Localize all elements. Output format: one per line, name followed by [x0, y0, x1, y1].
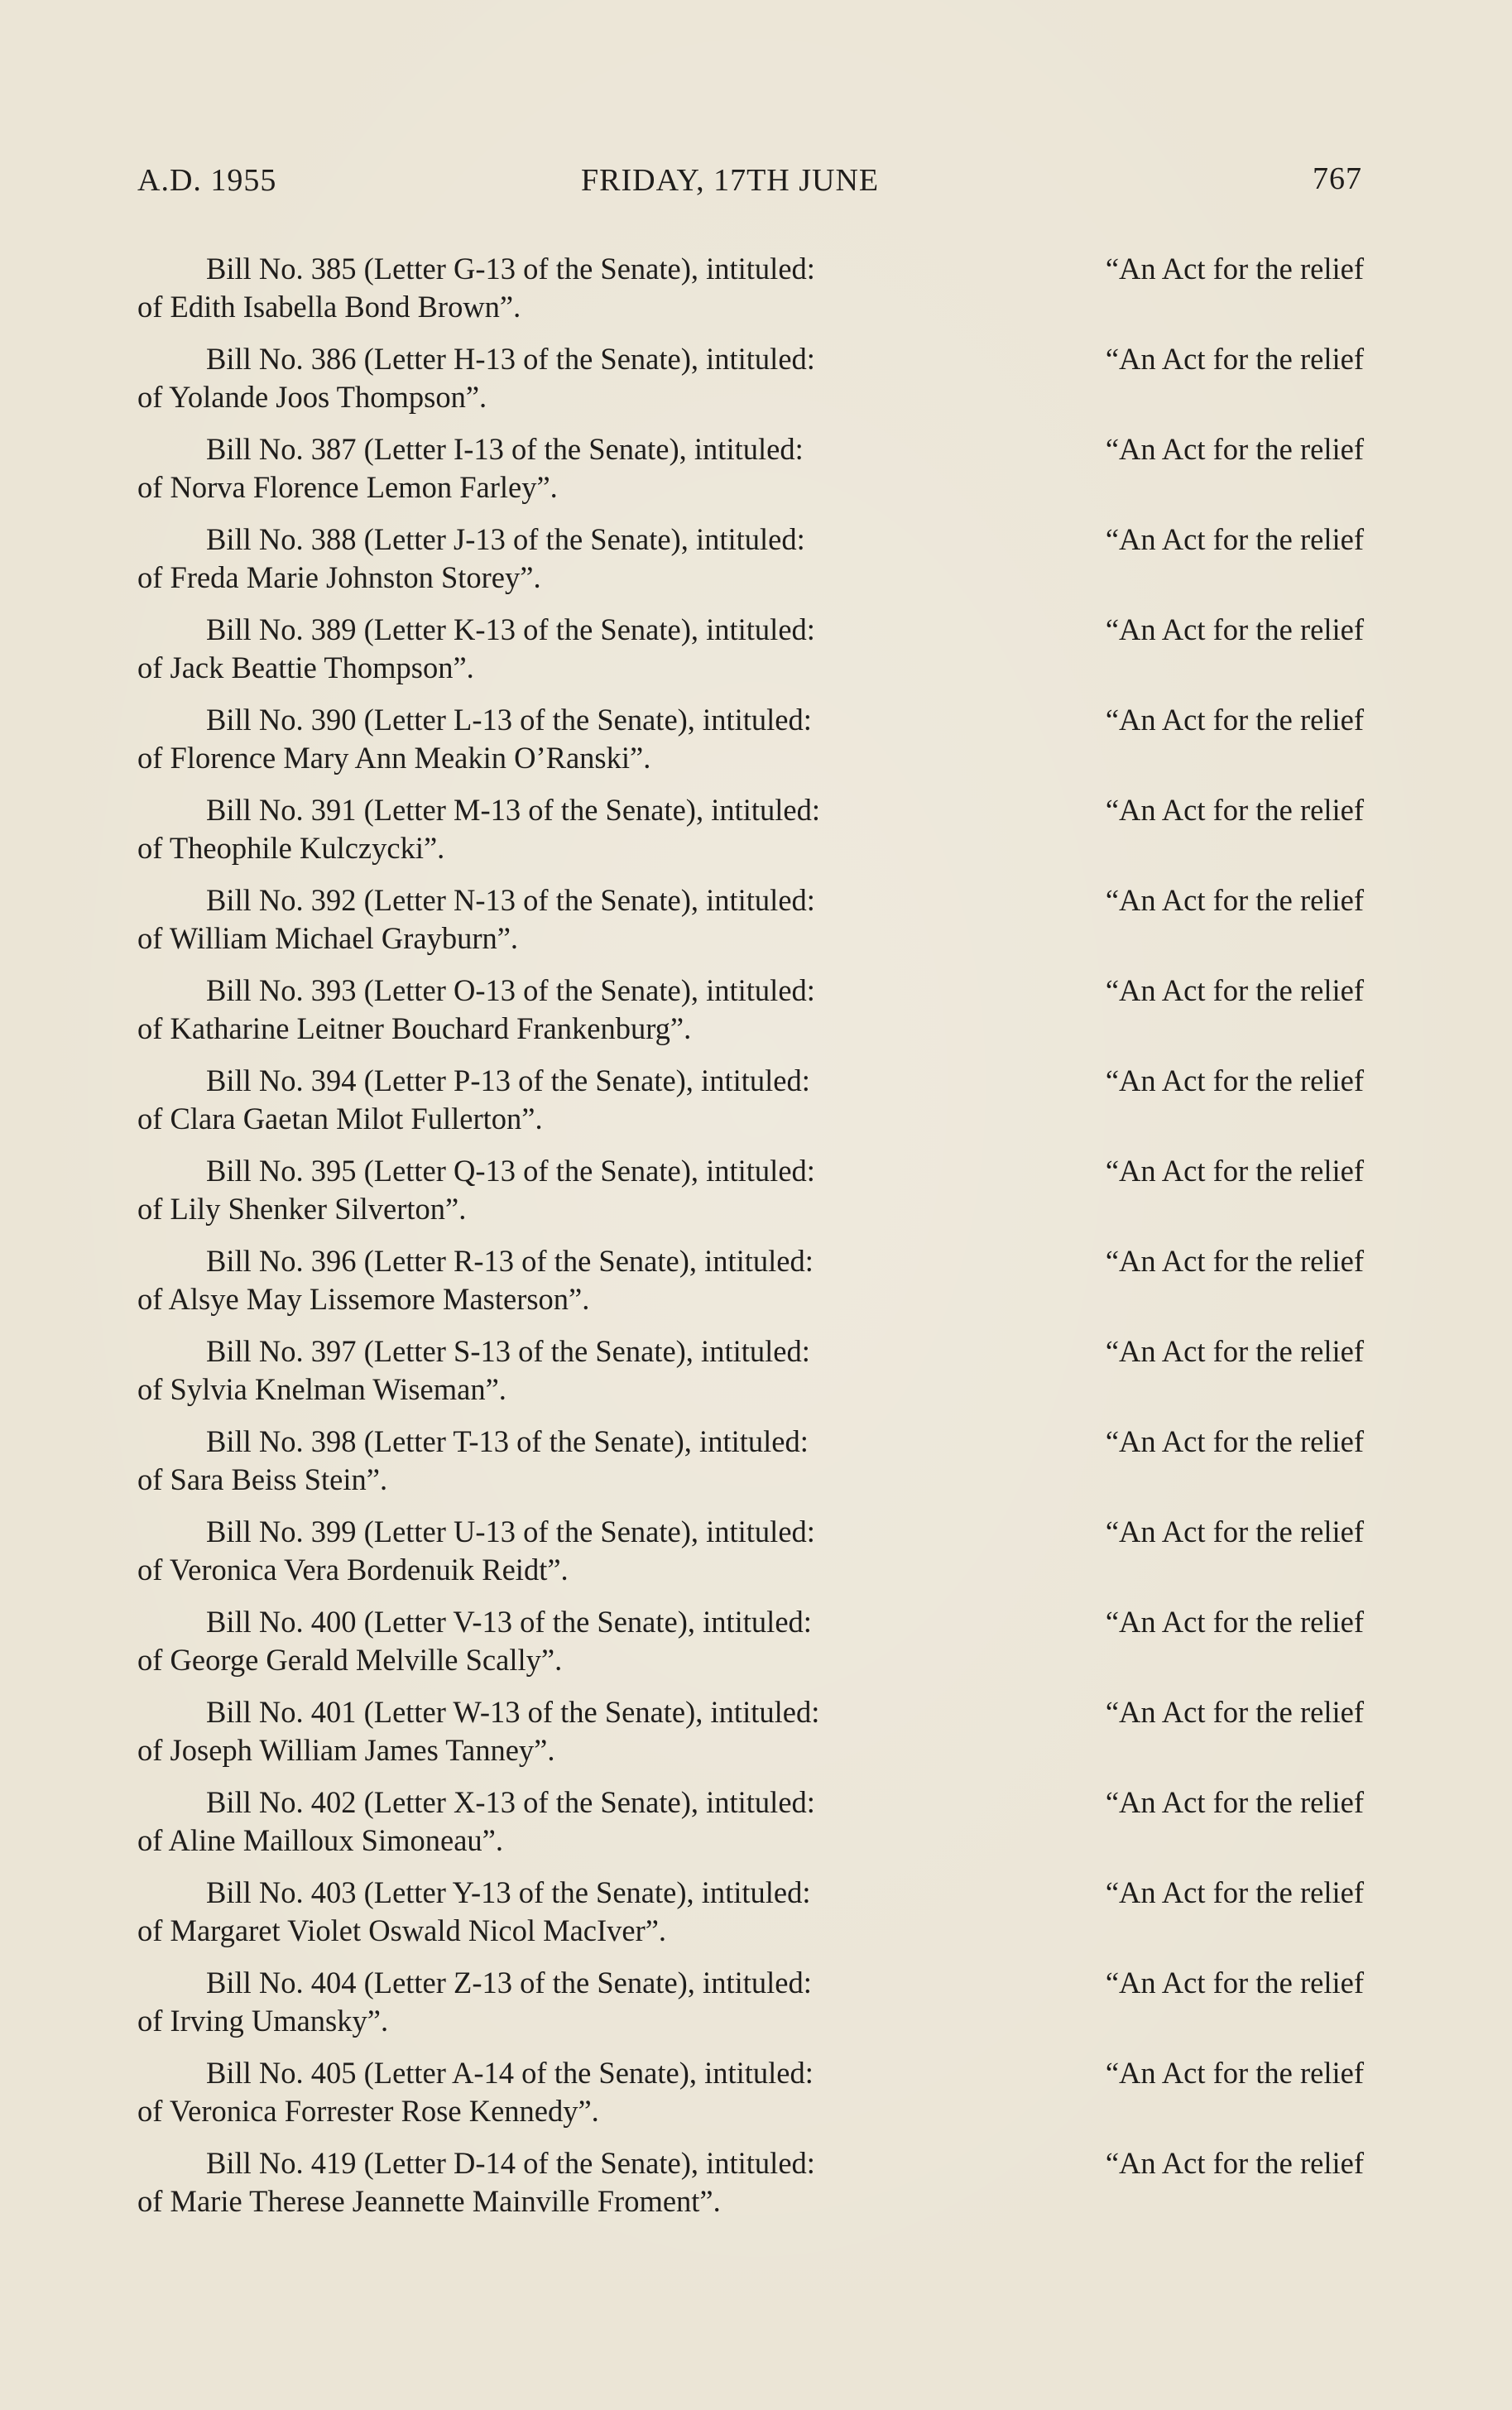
relief-beneficiary: of Theophile Kulczycki”.: [137, 831, 445, 865]
bill-title: Bill No. 390 (Letter L-13 of the Senate), intituled:: [206, 703, 812, 737]
bill-title: Bill No. 393 (Letter O-13 of the Senate), intituled:: [206, 973, 815, 1007]
bill-entry-first-line: [137, 2054, 1364, 2092]
header-day: FRIDAY, 17: [581, 163, 747, 198]
bill-entry: [137, 2144, 1364, 2235]
bill-entry: [137, 1332, 1364, 1423]
act-title: “An Act for the relief: [1105, 612, 1364, 646]
page-header: [137, 162, 1362, 209]
bill-title: Bill No. 394 (Letter P-13 of the Senate), intituled:: [206, 1063, 810, 1097]
bill-entry-first-line: [137, 1783, 1364, 1822]
relief-beneficiary: of Edith Isabella Bond Brown”.: [137, 290, 521, 324]
relief-beneficiary: of Jack Beattie Thompson”.: [137, 651, 474, 684]
bill-title: Bill No. 399 (Letter U-13 of the Senate), intituled:: [206, 1515, 815, 1548]
relief-beneficiary: of William Michael Grayburn”.: [137, 921, 519, 955]
act-title: “An Act for the relief: [1105, 522, 1364, 556]
bill-entry-first-line: [137, 1964, 1364, 2002]
bill-entry-first-line: [137, 972, 1364, 1010]
bill-title: Bill No. 401 (Letter W-13 of the Senate), intituled:: [206, 1695, 820, 1729]
bill-entry-first-line: [137, 701, 1364, 739]
bill-title: Bill No. 404 (Letter Z-13 of the Senate), intituled:: [206, 1966, 812, 2000]
bill-entry-first-line: [137, 1693, 1364, 1731]
bill-entry-first-line: [137, 430, 1364, 468]
act-title: “An Act for the relief: [1105, 1605, 1364, 1639]
relief-beneficiary: of Margaret Violet Oswald Nicol MacIver”.: [137, 1913, 667, 1947]
relief-beneficiary: of Veronica Vera Bordenuik Reidt”.: [137, 1553, 569, 1587]
bill-entry: [137, 791, 1364, 881]
bill-entry-first-line: [137, 1332, 1364, 1371]
bill-title: Bill No. 403 (Letter Y-13 of the Senate), intituled:: [206, 1875, 811, 1909]
bill-entry-first-line: [137, 1874, 1364, 1912]
bill-entry: [137, 2054, 1364, 2144]
act-title: “An Act for the relief: [1105, 973, 1364, 1007]
bill-entry-first-line: [137, 791, 1364, 829]
bill-entry: [137, 1062, 1364, 1152]
bill-entry: [137, 972, 1364, 1062]
bill-title: Bill No. 391 (Letter M-13 of the Senate), intituled:: [206, 793, 821, 827]
relief-beneficiary: of Norva Florence Lemon Farley”.: [137, 470, 558, 504]
relief-beneficiary: of Marie Therese Jeannette Mainville Froment”.: [137, 2184, 721, 2218]
bill-entry: [137, 1874, 1364, 1964]
act-title: “An Act for the relief: [1105, 883, 1364, 917]
bill-entry: [137, 701, 1364, 791]
bill-entry-first-line: [137, 340, 1364, 378]
act-title: “An Act for the relief: [1105, 1695, 1364, 1729]
bill-title: Bill No. 397 (Letter S-13 of the Senate), intituled:: [206, 1334, 810, 1368]
bill-entry-first-line: [137, 250, 1364, 288]
relief-beneficiary: of Joseph William James Tanney”.: [137, 1733, 555, 1767]
bill-entry: [137, 340, 1364, 430]
bill-entry-first-line: [137, 1513, 1364, 1551]
bill-title: Bill No. 388 (Letter J-13 of the Senate), intituled:: [206, 522, 805, 556]
header-day-suffix: TH: [746, 163, 790, 198]
page-number: 767: [1313, 161, 1362, 196]
bill-entry-first-line: [137, 521, 1364, 559]
bill-entry: [137, 250, 1364, 340]
act-title: “An Act for the relief: [1105, 2146, 1364, 2180]
relief-beneficiary: of Lily Shenker Silverton”.: [137, 1192, 467, 1226]
act-title: “An Act for the relief: [1105, 1966, 1364, 2000]
act-title: “An Act for the relief: [1105, 1154, 1364, 1188]
bill-title: Bill No. 405 (Letter A-14 of the Senate), intituled:: [206, 2056, 814, 2090]
act-title: “An Act for the relief: [1105, 1875, 1364, 1909]
bill-list: [137, 250, 1364, 2235]
bill-entry-first-line: [137, 1152, 1364, 1190]
bill-title: Bill No. 386 (Letter H-13 of the Senate), intituled:: [206, 342, 815, 376]
act-title: “An Act for the relief: [1105, 1424, 1364, 1458]
act-title: “An Act for the relief: [1105, 342, 1364, 376]
act-title: “An Act for the relief: [1105, 2056, 1364, 2090]
bill-entry: [137, 1242, 1364, 1332]
bill-title: Bill No. 419 (Letter D-14 of the Senate), intituled:: [206, 2146, 815, 2180]
bill-entry: [137, 1693, 1364, 1783]
bill-entry-first-line: [137, 611, 1364, 649]
bill-entry-first-line: [137, 2144, 1364, 2182]
header-year: A.D. 1955: [137, 163, 277, 198]
act-title: “An Act for the relief: [1105, 252, 1364, 286]
act-title: “An Act for the relief: [1105, 1334, 1364, 1368]
relief-beneficiary: of Freda Marie Johnston Storey”.: [137, 560, 541, 594]
bill-title: Bill No. 387 (Letter I-13 of the Senate), intituled:: [206, 432, 804, 466]
relief-beneficiary: of Florence Mary Ann Meakin O’Ranski”.: [137, 741, 651, 775]
bill-entry: [137, 1152, 1364, 1242]
bill-entry: [137, 1423, 1364, 1513]
bill-entry: [137, 1783, 1364, 1874]
relief-beneficiary: of Yolande Joos Thompson”.: [137, 380, 487, 414]
bill-title: Bill No. 402 (Letter X-13 of the Senate), intituled:: [206, 1785, 815, 1819]
act-title: “An Act for the relief: [1105, 1244, 1364, 1278]
bill-title: Bill No. 400 (Letter V-13 of the Senate), intituled:: [206, 1605, 812, 1639]
bill-title: Bill No. 396 (Letter R-13 of the Senate), intituled:: [206, 1244, 814, 1278]
bill-entry-first-line: [137, 881, 1364, 919]
bill-title: Bill No. 392 (Letter N-13 of the Senate), intituled:: [206, 883, 815, 917]
relief-beneficiary: of Alsye May Lissemore Masterson”.: [137, 1282, 590, 1316]
relief-beneficiary: of Clara Gaetan Milot Fullerton”.: [137, 1102, 543, 1135]
bill-title: Bill No. 385 (Letter G-13 of the Senate), intituled:: [206, 252, 815, 286]
bill-entry: [137, 1513, 1364, 1603]
act-title: “An Act for the relief: [1105, 793, 1364, 827]
bill-entry: [137, 611, 1364, 701]
bill-entry-first-line: [137, 1062, 1364, 1100]
act-title: “An Act for the relief: [1105, 703, 1364, 737]
bill-entry: [137, 1603, 1364, 1693]
act-title: “An Act for the relief: [1105, 432, 1364, 466]
header-date: [581, 162, 879, 199]
bill-entry-first-line: [137, 1603, 1364, 1641]
bill-title: Bill No. 395 (Letter Q-13 of the Senate), intituled:: [206, 1154, 815, 1188]
act-title: “An Act for the relief: [1105, 1515, 1364, 1548]
relief-beneficiary: of George Gerald Melville Scally”.: [137, 1643, 563, 1677]
relief-beneficiary: of Sylvia Knelman Wiseman”.: [137, 1372, 506, 1406]
bill-entry: [137, 1964, 1364, 2054]
bill-title: Bill No. 398 (Letter T-13 of the Senate), intituled:: [206, 1424, 809, 1458]
header-month: JUNE: [790, 163, 880, 198]
relief-beneficiary: of Sara Beiss Stein”.: [137, 1462, 388, 1496]
relief-beneficiary: of Irving Umansky”.: [137, 2004, 389, 2038]
bill-entry-first-line: [137, 1242, 1364, 1280]
act-title: “An Act for the relief: [1105, 1785, 1364, 1819]
relief-beneficiary: of Katharine Leitner Bouchard Frankenburg”.: [137, 1011, 692, 1045]
relief-beneficiary: of Aline Mailloux Simoneau”.: [137, 1823, 503, 1857]
bill-entry-first-line: [137, 1423, 1364, 1461]
bill-entry: [137, 881, 1364, 972]
act-title: “An Act for the relief: [1105, 1063, 1364, 1097]
relief-beneficiary: of Veronica Forrester Rose Kennedy”.: [137, 2094, 599, 2128]
bill-title: Bill No. 389 (Letter K-13 of the Senate), intituled:: [206, 612, 815, 646]
bill-entry: [137, 430, 1364, 521]
bill-entry: [137, 521, 1364, 611]
